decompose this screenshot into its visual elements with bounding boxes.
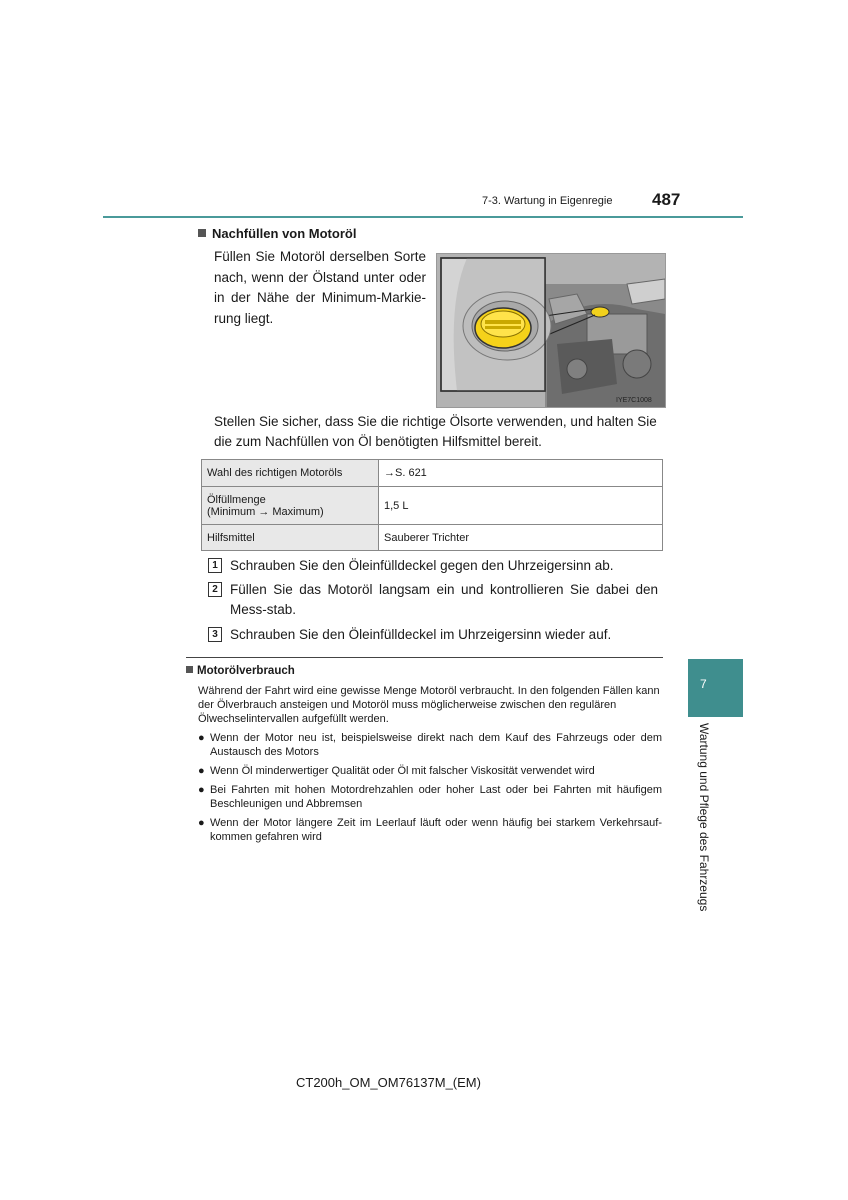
table-value: 1,5 L xyxy=(379,487,663,525)
step-item xyxy=(208,625,664,645)
header-divider xyxy=(103,216,743,218)
table-key xyxy=(202,487,379,525)
list-item xyxy=(198,731,663,759)
table-row xyxy=(202,460,663,487)
table-key-line: (Minimum → Maximum) xyxy=(207,505,324,518)
engine-oil-cap-figure xyxy=(436,253,666,408)
bullet-dot-icon: ● xyxy=(198,732,205,744)
square-bullet-icon xyxy=(186,666,193,673)
chapter-tab xyxy=(688,659,743,717)
step-number: 3 xyxy=(208,627,222,642)
table-row xyxy=(202,487,663,525)
section-title xyxy=(198,226,356,241)
bullet-dot-icon: ● xyxy=(198,817,205,829)
chapter-tab-label: Wartung und Pflege des Fahrzeugs xyxy=(697,723,711,912)
table-value: →S. 621 xyxy=(379,460,663,487)
step-item xyxy=(208,580,664,620)
list-item-text: Bei Fahrten mit hohen Motordrehzahlen oder hoher Last oder bei Fahrten mit häufigem Beschleunigen und Abbremsen xyxy=(210,784,662,810)
bullet-dot-icon: ● xyxy=(198,784,205,796)
note-paragraph: Während der Fahrt wird eine gewisse Menge Motoröl verbraucht. In den folgenden Fällen kann der Ölverbrauch ansteigen und Motoröl muss möglicherweise zwischen den regulären Ölwechselintervallen aufgefüllt werden. xyxy=(198,685,660,725)
step-number: 2 xyxy=(208,582,222,597)
oil-spec-table xyxy=(201,459,663,551)
instruction-paragraph: Stellen Sie sicher, dass Sie die richtige Ölsorte verwenden, und halten Sie die zum Nachfüllen von Öl benötigten Hilfsmittel bereit. xyxy=(214,414,657,449)
list-item-text: Wenn Öl minderwertiger Qualität oder Öl mit falscher Viskosität verwendet wird xyxy=(210,765,595,777)
note-divider xyxy=(186,657,663,658)
engine-bay-illustration xyxy=(437,254,665,407)
intro-text: Füllen Sie Motoröl derselben Sorte nach, wenn der Ölstand unter oder in der Nähe der Minimum-Markie-rung liegt. xyxy=(214,249,426,326)
header-section-title: 7-3. Wartung in Eigenregie xyxy=(482,195,613,207)
table-row xyxy=(202,525,663,551)
step-text: Schrauben Sie den Öleinfülldeckel gegen den Uhrzeigersinn ab. xyxy=(230,558,614,573)
step-text: Schrauben Sie den Öleinfülldeckel im Uhrzeigersinn wieder auf. xyxy=(230,627,612,642)
document-code: CT200h_OM_OM76137M_(EM) xyxy=(296,1075,481,1090)
list-item xyxy=(198,783,663,811)
note-title xyxy=(186,665,295,677)
figure-code: IYE7C1008 xyxy=(616,397,652,404)
table-key: Wahl des richtigen Motoröls xyxy=(202,460,379,487)
list-item xyxy=(198,816,663,844)
square-bullet-icon xyxy=(198,229,206,237)
step-number: 1 xyxy=(208,558,222,573)
list-item-text: Wenn der Motor längere Zeit im Leerlauf läuft oder wenn häufig bei starkem Verkehrsauf-kommen gefahren wird xyxy=(210,817,662,843)
page-number: 487 xyxy=(652,190,681,209)
step-text: Füllen Sie das Motoröl langsam ein und kontrollieren Sie dabei den Mess-stab. xyxy=(230,582,658,617)
bullet-dot-icon: ● xyxy=(198,765,205,777)
list-item-text: Wenn der Motor neu ist, beispielsweise direkt nach dem Kauf des Fahrzeugs oder dem Austausch des Motors xyxy=(210,732,662,758)
section-title-text: Nachfüllen von Motoröl xyxy=(212,226,357,241)
table-key: Hilfsmittel xyxy=(202,525,379,551)
table-key-line: Ölfüllmenge xyxy=(207,493,266,506)
note-title-text: Motorölverbrauch xyxy=(197,665,295,677)
chapter-tab-number: 7 xyxy=(700,677,707,691)
step-item xyxy=(208,556,664,576)
list-item xyxy=(198,764,663,778)
table-value: Sauberer Trichter xyxy=(379,525,663,551)
